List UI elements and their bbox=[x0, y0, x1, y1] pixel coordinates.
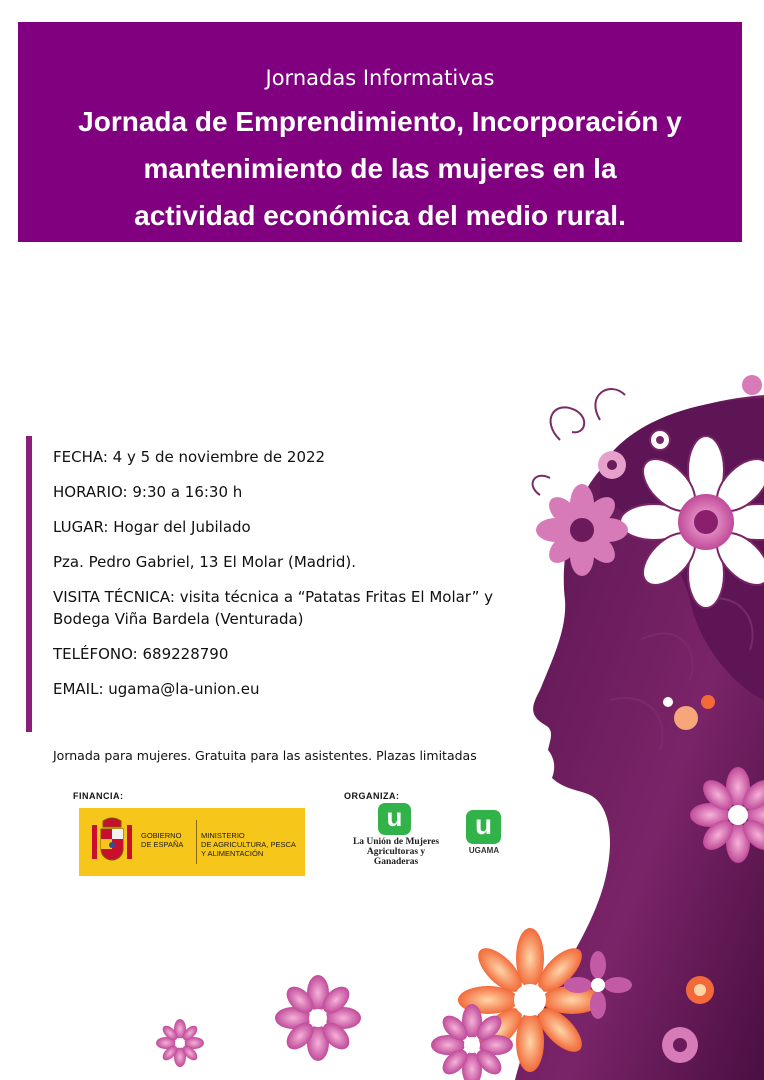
la-union-text bbox=[344, 837, 448, 867]
gobierno-espana-logo bbox=[79, 808, 305, 876]
financia-label: FINANCIA: bbox=[73, 791, 124, 801]
union-line-1: La Unión de Mujeres bbox=[352, 837, 440, 847]
gov-line-1: GOBIERNO bbox=[141, 831, 182, 840]
header-subtitle: Jornadas Informativas bbox=[265, 66, 495, 90]
union-line-2: Agricultoras y Ganaderas bbox=[366, 847, 426, 867]
ministry-line-2: DE AGRICULTURA, PESCA bbox=[201, 840, 296, 849]
header-title-line-2: mantenimiento de las mujeres en la bbox=[143, 153, 617, 184]
header-title bbox=[18, 98, 742, 239]
header-title-line-3: actividad económica del medio rural. bbox=[134, 200, 626, 231]
info-accent-bar bbox=[26, 436, 32, 732]
header-banner bbox=[18, 22, 742, 242]
spain-coat-of-arms-icon bbox=[89, 815, 135, 869]
la-union-logo-icon: u bbox=[378, 803, 411, 835]
organiza-label: ORGANIZA: bbox=[344, 791, 400, 801]
info-visita-line-1: VISITA TÉCNICA: visita técnica a “Patatas Fritas El Molar” y bbox=[53, 588, 494, 606]
gov-line-2: DE ESPAÑA bbox=[141, 840, 184, 849]
logo-divider bbox=[196, 820, 197, 864]
info-visita-line-2: Bodega Viña Bardela (Venturada) bbox=[53, 610, 304, 628]
ministerio-text bbox=[201, 831, 301, 858]
info-direccion: Pza. Pedro Gabriel, 13 El Molar (Madrid). bbox=[53, 553, 356, 571]
ugama-text: UGAMA bbox=[468, 846, 500, 855]
header-title-line-1: Jornada de Emprendimiento, Incorporación y bbox=[78, 106, 682, 137]
event-note: Jornada para mujeres. Gratuita para las asistentes. Plazas limitadas bbox=[53, 748, 477, 763]
info-lugar: LUGAR: Hogar del Jubilado bbox=[53, 518, 251, 536]
ugama-logo-icon: u bbox=[466, 810, 501, 844]
ministry-line-1: MINISTERIO bbox=[201, 831, 245, 840]
info-fecha: FECHA: 4 y 5 de noviembre de 2022 bbox=[53, 448, 326, 466]
ministry-line-3: Y ALIMENTACIÓN bbox=[201, 849, 264, 858]
info-email: EMAIL: ugama@la-union.eu bbox=[53, 680, 260, 698]
gobierno-text bbox=[141, 831, 199, 849]
info-horario: HORARIO: 9:30 a 16:30 h bbox=[53, 483, 243, 501]
info-telefono: TELÉFONO: 689228790 bbox=[53, 645, 229, 663]
